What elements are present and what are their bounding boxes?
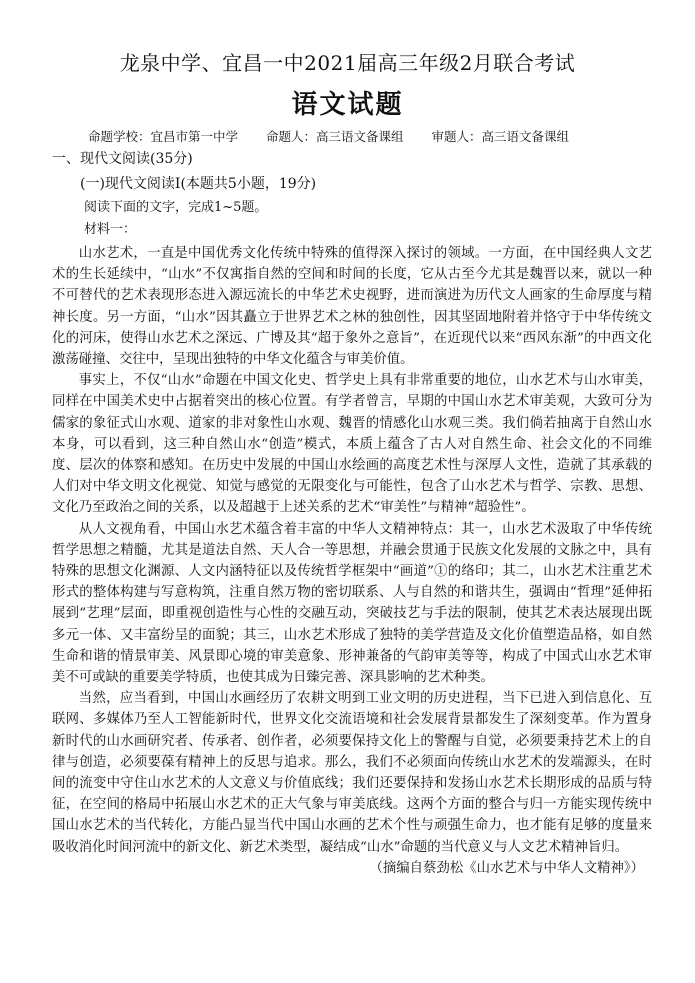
reading-instruction: 阅读下面的文字，完成1~5题。 bbox=[84, 200, 268, 215]
passage bbox=[52, 243, 652, 879]
meta-author: 命题人：高三语文备课组 bbox=[266, 129, 404, 144]
paragraph-4 bbox=[52, 688, 652, 876]
paragraph-2: 事实上，不仅“山水”命题在中国文化史、哲学史上具有非常重要的地位，山水艺术与山水审美，同样在中国美术史中占据着突出的核心位置。有学者曾言，早期的中国山水艺术审美观，大致可分为儒家的象征式山水观、道家的非对象性山水观、魏晋的情感化山水观三类。我们倘若抽离于自然山水本身，可以看到，这三种自然山水“创造”模式，本质上蕴含了古人对自然生命、社会文化的不同维度、层次的体察和感知。在历史中发展的中国山水绘画的高度艺术性与深厚人文性，造就了其承载的人们对中华文明文化视觉、知觉与感觉的无限变化与可能性，包含了山水艺术与哲学、宗教、思想、文化乃至政治之间的关系，以及超越于上述关系的艺术“审美性”与精神“超验性”。 bbox=[52, 373, 652, 516]
paragraph-4-text: 当然，应当看到，中国山水画经历了农耕文明到工业文明的历史进程，当下已进入到信息化、互联网、多媒体乃至人工智能新时代，世界文化交流语境和社会发展背景都发生了深刻变革。作为置身新时代的山水画研究者、传承者、创作者，必须要保持文化上的警醒与自觉，必须要秉持艺术上的自律与创造，必须要葆有精神上的反思与追求。那么，我们不必须面向传统山水艺术的发端源头，在时间的流变中守住山水艺术的人文意义与价值底线；我们还要保持和发扬山水艺术长期形成的品质与特征，在空间的格局中拓展山水艺术的正大气象与审美底线。这两个方面的整合与归一方能实现传统中国山水艺术的当代转化，方能凸显当代中国山水画的艺术个性与顽强生命力，也才能有足够的度量来吸收消化时间河流中的新文化、新艺术类型，凝结成“山水”命题的当代意义与人文艺术精神旨归。 bbox=[52, 691, 652, 855]
meta-school: 命题学校：宜昌市第一中学 bbox=[88, 129, 239, 144]
passage-source: （摘编自蔡劲松《山水艺术与中华人文精神》） bbox=[369, 860, 644, 876]
paragraph-1: 山水艺术，一直是中国优秀文化传统中特殊的值得深入探讨的领域。一方面，在中国经典人文艺术的生长延续中，“山水”不仅寓指自然的空间和时间的长度，它从古至今尤其是魏晋以来，就以一种不可替代的艺术表现形态进入源远流长的中华艺术史视野，进而演进为历代文人画家的生命厚度与精神长度。另一方面，“山水”因其矗立于世界艺术之林的独创性，因其坚固地附着并恪守于中华传统文化的河床，使得山水艺术之深远、广博及其“超于象外之意旨”，在近现代以来“西风东渐”的中西文化激荡碰撞、交往中，呈现出独特的中华文化蕴含与审美价值。 bbox=[52, 246, 652, 368]
exam-meta bbox=[88, 128, 593, 146]
subsection-heading: (一)现代文阅读Ⅰ(本题共5小题，19分) bbox=[80, 176, 317, 192]
paragraph-3: 从人文视角看，中国山水艺术蕴含着丰富的中华人文精神特点：其一，山水艺术汲取了中华传统哲学思想之精髓，尤其是道法自然、天人合一等思想，并融会贯通于民族文化发展的文脉之中，具有特殊的思想文化渊源、人文内涵特征以及传统哲学框架中“画道”①的络印；其二，山水艺术注重艺术形式的整体构建与写意构筑，注重自然万物的密切联系、人与自然的和谐共生，强调由“哲理”延伸拓展到“艺理”层面，即重视创造性与心性的交融互动，突破技艺与手法的限制，使其艺术表达展现出既多元一体、又丰富纷呈的面貌；其三，山水艺术形成了独特的美学营造及文化价值塑造品格，如自然生命和谐的情景审美、风景即心境的审美意象、形神兼备的气韵审美等等，构成了中国式山水艺术审美不可或缺的重要美学特质，也使其成为日臻完善、深具影响的艺术种类。 bbox=[52, 521, 652, 686]
subject-title: 语文试题 bbox=[291, 90, 404, 120]
material-label: 材料一： bbox=[84, 222, 137, 237]
section-heading: 一、现代文阅读(35分) bbox=[52, 151, 193, 167]
meta-reviewer: 审题人：高三语文备课组 bbox=[431, 129, 570, 144]
exam-title: 龙泉中学、宜昌一中2021届高三年级2月联合考试 bbox=[119, 51, 576, 75]
